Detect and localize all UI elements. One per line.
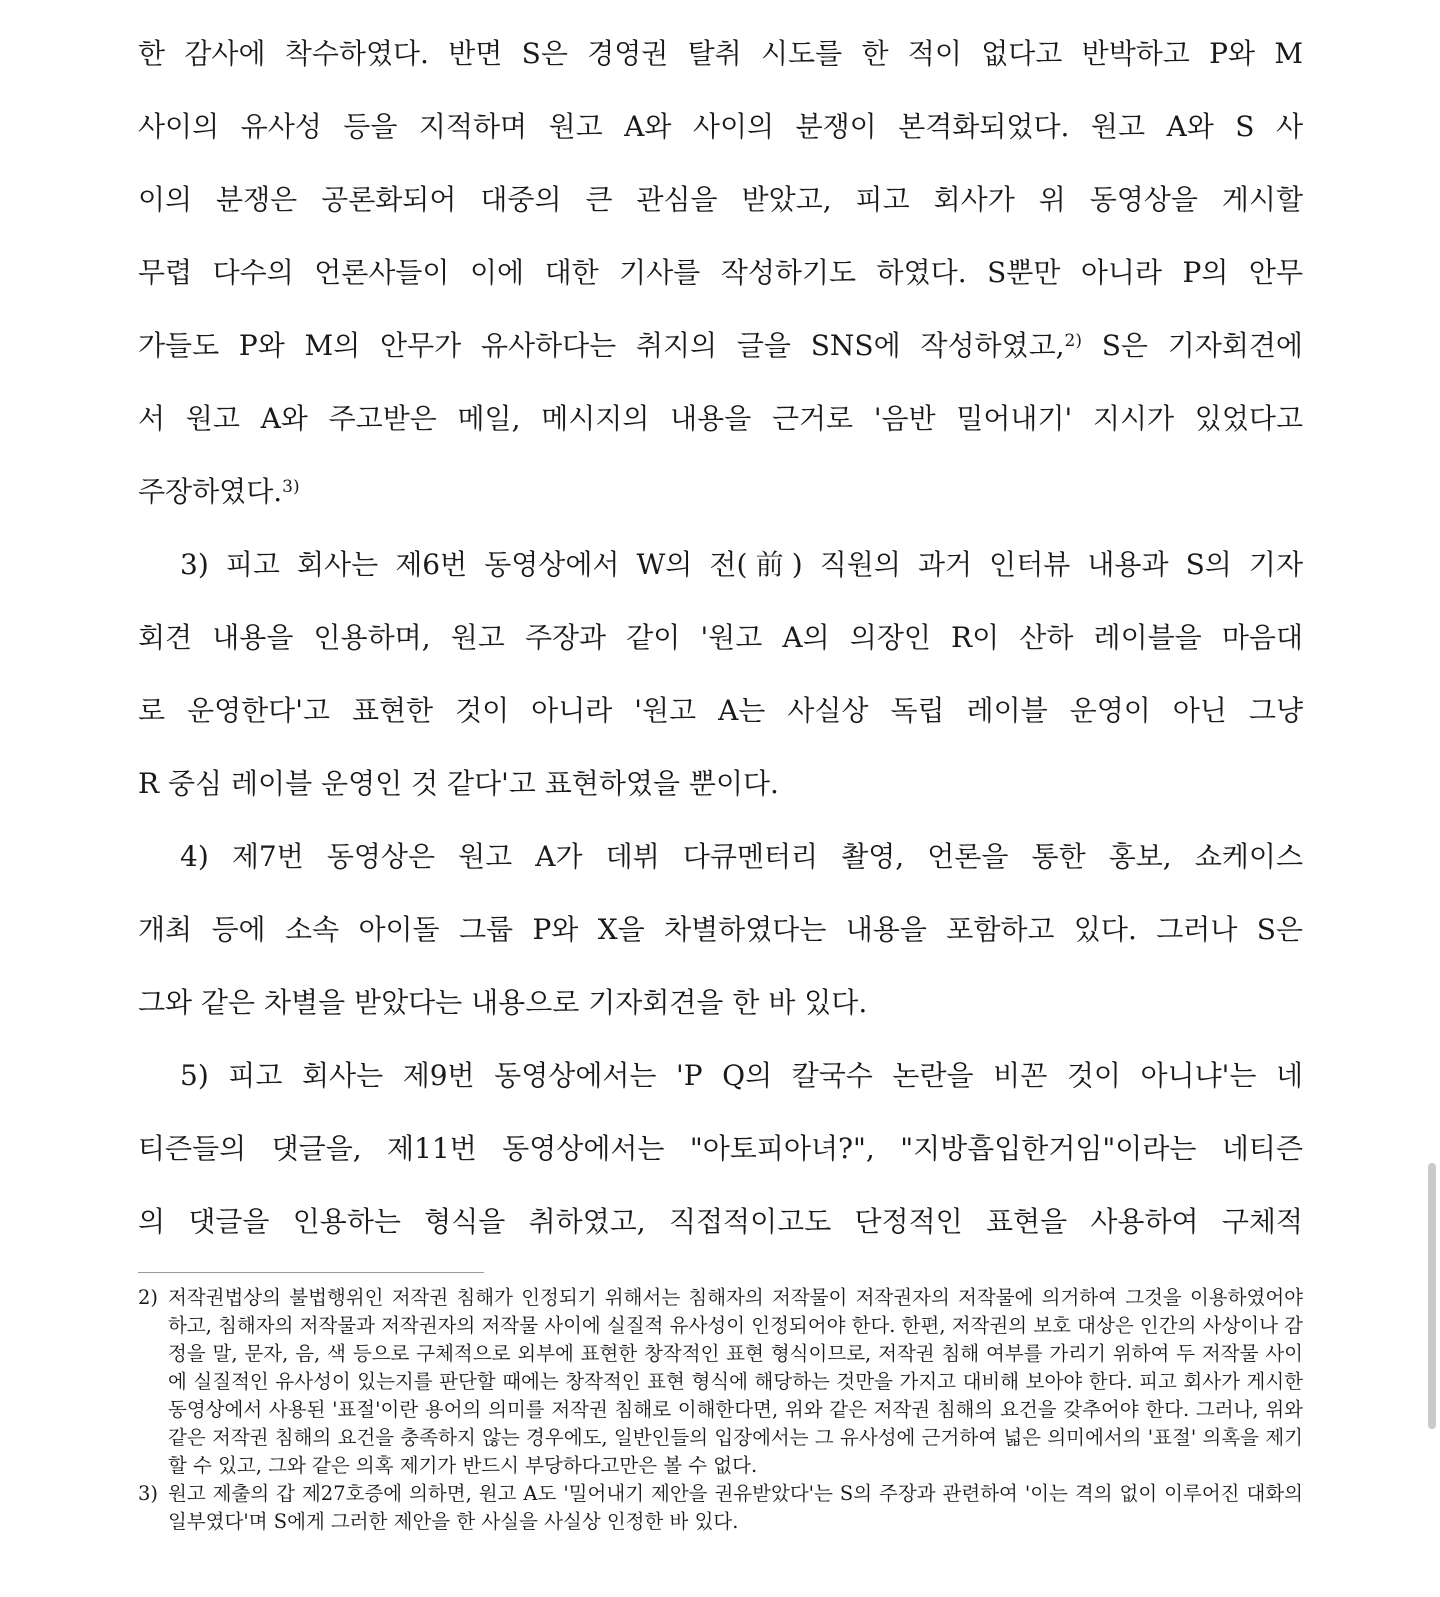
- body-line-4: 무렵 다수의 언론사들이 이에 대한 기사를 작성하기도 하였다. S뿐만 아니라 P의 안무: [138, 256, 1303, 289]
- scrollbar-thumb[interactable]: [1428, 1163, 1436, 1429]
- footnote-3-number: 3): [138, 1482, 159, 1505]
- body-line-5-text: 가들도 P와 M의 안무가 유사하다는 취지의 글을 SNS에 작성하였고,: [138, 329, 1065, 362]
- body-line-7-text: 주장하였다.: [138, 475, 283, 508]
- footnote-2-number: 2): [138, 1286, 159, 1309]
- footnote-3: [138, 1480, 1303, 1536]
- paragraph-3-line-2: 회견 내용을 인용하며, 원고 주장과 같이 '원고 A의 의장인 R이 산하 레이블을 마음대: [138, 621, 1303, 654]
- body-line-7: [138, 452, 1303, 525]
- paragraph-3-line-3: 로 운영한다'고 표현한 것이 아니라 '원고 A는 사실상 독립 레이블 운영이 아닌 그냥: [138, 694, 1303, 727]
- body-line-2: 사이의 유사성 등을 지적하며 원고 A와 사이의 분쟁이 본격화되었다. 원고 A와 S 사: [138, 110, 1303, 143]
- paragraph-3-line-4: R 중심 레이블 운영인 것 같다'고 표현하였을 뿐이다.: [138, 767, 779, 800]
- footnote-ref-2[interactable]: 2): [1064, 331, 1082, 351]
- paragraph-5-line-1: 5) 피고 회사는 제9번 동영상에서는 'P Q의 칼국수 논란을 비꼰 것이 아니냐'는 네: [180, 1059, 1303, 1092]
- footnote-ref-3[interactable]: 3): [282, 477, 300, 497]
- footnote-divider: [138, 1272, 484, 1273]
- body-line-1: 한 감사에 착수하였다. 반면 S은 경영권 탈취 시도를 한 적이 없다고 반박하고 P와 M: [138, 37, 1303, 70]
- document-body: [138, 14, 1303, 1255]
- paragraph-5-line-3: 의 댓글을 인용하는 형식을 취하였고, 직접적이고도 단정적인 표현을 사용하여 구체적: [138, 1205, 1303, 1238]
- paragraph-4-line-2: 개최 등에 소속 아이돌 그룹 P와 X을 차별하였다는 내용을 포함하고 있다. 그러나 S은: [138, 913, 1303, 946]
- paragraph-5-line-2: 티즌들의 댓글을, 제11번 동영상에서는 "아토피아녀?", "지방흡입한거임"이라는 네티즌: [138, 1132, 1303, 1165]
- paragraph-4-line-3: 그와 같은 차별을 받았다는 내용으로 기자회견을 한 바 있다.: [138, 986, 868, 1019]
- body-line-5-tail: S은 기자회견에: [1081, 329, 1303, 362]
- body-line-6: 서 원고 A와 주고받은 메일, 메시지의 내용을 근거로 '음반 밀어내기' 지시가 있었다고: [138, 402, 1303, 435]
- paragraph-3-line-1: 3) 피고 회사는 제6번 동영상에서 W의 전(前) 직원의 과거 인터뷰 내용과 S의 기자: [180, 548, 1303, 581]
- vertical-scrollbar[interactable]: [1424, 0, 1440, 1597]
- footnote-3-text: 원고 제출의 갑 제27호증에 의하면, 원고 A도 '밀어내기 제안을 권유받았다'는 S의 주장과 관련하여 '이는 격의 없이 이루어진 대화의 일부였다'며 S에게 그러한 제안을 한 사실을 사실상 인정한 바 있다.: [168, 1482, 1303, 1533]
- paragraph-4-line-1: 4) 제7번 동영상은 원고 A가 데뷔 다큐멘터리 촬영, 언론을 통한 홍보, 쇼케이스: [180, 840, 1303, 873]
- footnote-2-text: 저작권법상의 불법행위인 저작권 침해가 인정되기 위해서는 침해자의 저작물이 저작권자의 저작물에 의거하여 그것을 이용하였어야 하고, 침해자의 저작물과 저작권자의 저작물 사이에 실질적 유사성이 인정되어야 한다. 한편, 저작권의 보호 대상은 인간의 사상이나 감정을 말, 문자, 음, 색 등으로 구체적으로 외부에 표현한 창작적인 표현 형식이므로, 저작권 침해 여부를 가리기 위하여 두 저작물 사이에 실질적인 유사성이 있는지를 판단할 때에는 창작적인 표현 형식에 해당하는 것만을 가지고 대비해 보아야 한다. 피고 회사가 게시한 동영상에서 사용된 '표절'이란 용어의 의미를 저작권 침해로 이해한다면, 위와 같은 저작권 침해의 요건을 갖추어야 한다. 그러나, 위와 같은 저작권 침해의 요건을 충족하지 않는 경우에도, 일반인들의 입장에서는 그 유사성에 근거하여 넓은 의미에서의 '표절' 의혹을 제기할 수 있고, 그와 같은 의혹 제기가 반드시 부당하다고만은 볼 수 없다.: [168, 1286, 1303, 1477]
- body-line-3: 이의 분쟁은 공론화되어 대중의 큰 관심을 받았고, 피고 회사가 위 동영상을 게시할: [138, 183, 1303, 216]
- body-line-5: [138, 306, 1303, 379]
- footnotes: [138, 1284, 1303, 1536]
- footnote-2: [138, 1284, 1303, 1480]
